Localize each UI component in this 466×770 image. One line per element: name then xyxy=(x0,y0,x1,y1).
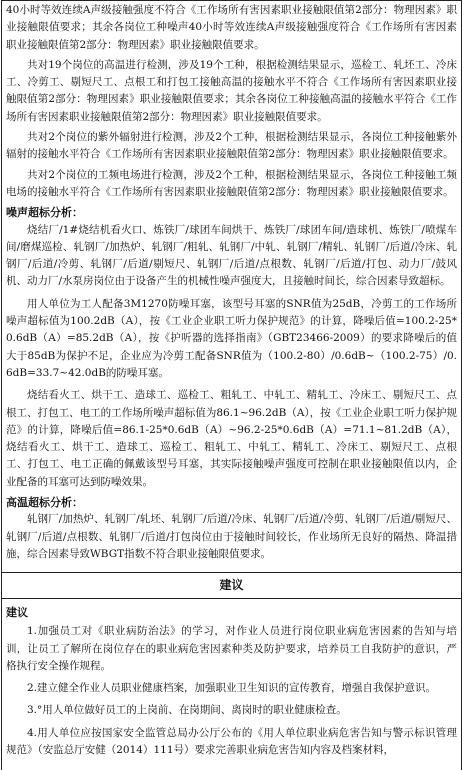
heat-cause-paragraph: 轧钢厂/加热炉、轧钢厂/轧坯、轧钢厂/后道/冷床、轧钢厂/后道/冷剪、轧钢厂/后道/剔短尺、轧钢厂/后道/点根数、轧钢厂/后道/打包岗位由于接触时间较长，作业场所无良好的隔热、降温措施，综合因素导致WBGT指数不符合职业接触限值要求。 xyxy=(6,513,457,560)
recommendation-item-1: 1.加强员工对《职业病防治法》的学习，对作业人员进行岗位职业病危害因素的告知与培训，让员工了解所在岗位存在的职业病危害因素种类及防护要求，培养员工自我防护的意识，严格执行安全操作规程。 xyxy=(6,625,457,672)
recommendation-item-3: 3.°用人单位做好员工的上岗前、在岗期间、离岗时的职业健康检查。 xyxy=(27,704,347,717)
recommendations-heading: 建议 xyxy=(6,606,28,619)
heat-conclusion-paragraph: 共对19个岗位的高温进行检测，涉及19个工种，根据检测结果显示，巡检工、轧坯工、冷床工、冷剪工、剔短尺工、点根工和打包工接触高温的接触水平不符合《工作场所有害因素职业接触限值第2部分：物理因素》职业接触限值要求；其余各岗位工种接触高温的接触水平符合《工作场所有害因素职业接触限值第2部分：物理因素》职业接触限值要求。 xyxy=(6,58,457,123)
noise-conclusion-paragraph: 40小时等效连续A声级接触强度不符合《工作场所有害因素职业接触限值第2部分：物理因素》职业接触限值要求；其余各岗位工种噪声40小时等效连续A声级接触强度符合《工作场所有害因素职业接触限值第2部分：物理因素》职业接触限值要求。 xyxy=(6,4,457,51)
recommendation-item-2: 2.建立健全作业人员职业健康档案，加强职业卫生知识的宣传教育，增强自我保护意识。 xyxy=(27,682,437,695)
analysis-cell xyxy=(1,0,462,572)
earplug-effect-paragraph: 烧结看火工、烘干工、造球工、巡检工、粗轧工、中轧工、精轧工、冷床工、剔短尺工、点根工、打包工、电工的工作场所噪声超标值为86.1~96.2dB（A），按《工业企业职工听力保护规范》的计算，降噪后值=86.1-25*0.6dB（A）~96.2-25*0.6dB（A）=71.1~81.2dB（A），烧结看火工、烘干工、造球工、巡检工、粗轧工、中轧工、精轧工、冷床工、剔短尺工、点根工、打包工、电工正确的佩戴该型号耳塞，其实际接触噪声强度可控制在职业接触限值以内，企业配备的耳塞可达到防噪效果。 xyxy=(6,389,457,488)
uv-conclusion-paragraph: 共对2个岗位的紫外辐射进行检测，涉及2个工种，根据检测结果显示，各岗位工种接触紫外辐射的接触水平符合《工作场所有害因素职业接触限值第2部分：物理因素》职业接触限值要求。 xyxy=(6,131,457,161)
recommendation-section-header: 建议 xyxy=(1,572,462,599)
noise-cause-paragraph: 烧结厂/1#烧结机看火口、炼铁厂/球团车间烘干、炼铁厂/球团车间/造球机、炼铁厂/喷煤车间/磨煤巡检、轧钢厂/加热炉、轧钢厂/粗轧、轧钢厂/中轧、轧钢厂/精轧、轧钢厂/后道/冷床、轧钢厂/后道/冷剪、轧钢厂/后道/剔短尺、轧钢厂/后道/点根数、轧钢厂/后道/打包、动力厂/鼓风机、动力厂/水泵房岗位由于设备产生的机械性噪声强度大，且接触时间长，综合因素导致超标。 xyxy=(6,223,457,288)
power-frequency-conclusion-paragraph: 共对2个岗位的工频电场进行检测，涉及2个工种，根据检测结果显示，各岗位工种接触工频电场的接触水平符合《工作场所有害因素职业接触限值第2部分：物理因素》职业接触限值要求。 xyxy=(6,168,457,198)
heat-analysis-heading: 高温超标分析： xyxy=(6,496,83,510)
earplug-calculation-paragraph: 用人单位为工人配备3M1270防噪耳塞，该型号耳塞的SNR值为25dB，冷剪工的工作场所噪声超标值为100.2dB（A），按《工业企业职工听力保护规范》的计算，降噪后值=100.2-25*0.6dB（A）=85.2dB（A），按《护听器的选择指南》（GBT23466-2009）的要求降噪后的值大于85dB为保护不足，企业应为冷剪工配备SNR值为（100.2-80）/0.6dB~（100.2-75）/0.6dB=33.7~42.0dB的防噪耳塞。 xyxy=(6,297,457,379)
recommendation-item-4: 4.用人单位应按国家安全监管总局办公厅公布的《用人单位职业病危害告知与警示标识管理规范》（安监总厅安健（2014）111号）要求完善职业病危害告知内容及档案材料， xyxy=(6,726,457,757)
noise-analysis-heading: 噪声超标分析： xyxy=(6,206,83,220)
recommendations-cell xyxy=(1,599,462,770)
